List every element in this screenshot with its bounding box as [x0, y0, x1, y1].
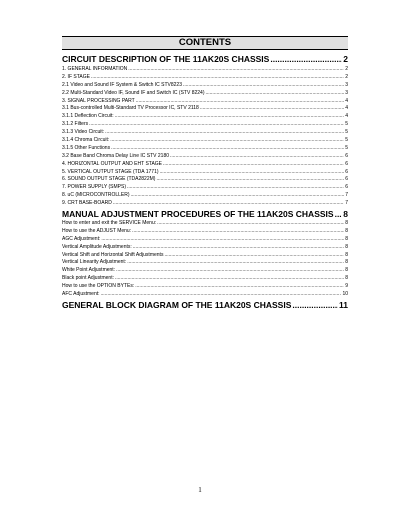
- toc-entry-label: Black point Adjustment:: [62, 275, 114, 282]
- toc-entry[interactable]: [62, 200, 348, 208]
- toc-entry-label: 1. GENERAL INFORMATION: [62, 66, 128, 72]
- toc-page-number: 8: [345, 251, 348, 258]
- toc-page-number: 6: [345, 168, 348, 175]
- toc-page-number: 6: [345, 184, 348, 191]
- toc-entry[interactable]: [62, 161, 348, 169]
- toc-entry[interactable]: [62, 184, 348, 192]
- toc-main-entry[interactable]: [62, 299, 348, 311]
- toc-page-number: 5: [345, 121, 348, 128]
- toc-entry-label: White Point Adjustment:: [62, 267, 116, 274]
- toc-leader-dots: [116, 267, 344, 275]
- toc-leader-dots: [127, 184, 344, 192]
- toc-main-entry[interactable]: [62, 54, 348, 65]
- toc-entry-label: Vertical Linearity Adjustment:: [62, 259, 127, 266]
- toc-entry-label: 3.1 Bus-controlled Multi-Standard TV Processor IC, STV 2118: [62, 105, 199, 112]
- toc-leader-dots: [135, 283, 344, 291]
- toc-page-number: 6: [345, 160, 348, 167]
- toc-leader-dots: [110, 137, 344, 145]
- toc-page-number: 8: [345, 243, 348, 250]
- toc-entry-label: Vertical Amplitude Adjustments:: [62, 243, 132, 250]
- toc-page-number: 5: [345, 137, 348, 144]
- toc-leader-dots: [89, 121, 344, 129]
- toc-page-number: 3: [345, 81, 348, 88]
- toc-page-number: 4: [345, 113, 348, 120]
- toc-leader-dots: [101, 291, 342, 299]
- toc-entry[interactable]: [62, 145, 348, 153]
- toc-entry-label: 2.2 Multi-Standard Video IF, Sound IF and Switch IC (STV 8224): [62, 89, 205, 96]
- toc-entry[interactable]: [62, 267, 348, 275]
- toc-leader-dots: [132, 228, 344, 236]
- toc-main-entry[interactable]: [62, 208, 348, 220]
- toc-entry[interactable]: [62, 98, 348, 106]
- toc-leader-dots: [270, 54, 342, 65]
- toc-entry-label: Vertical Shift and Horizontal Shift Adjustments: [62, 251, 164, 258]
- toc-entry[interactable]: [62, 259, 348, 267]
- toc-leader-dots: [133, 244, 344, 252]
- toc-entry[interactable]: [62, 244, 348, 252]
- toc-entry[interactable]: [62, 129, 348, 137]
- toc-entry-label: 3. SIGNAL PROCESSING PART: [62, 97, 135, 104]
- toc-page-number: 8: [345, 267, 348, 274]
- toc-entry-label: 3.2 Base Band Chroma Delay Line IC STV 2180: [62, 152, 170, 159]
- toc-entry-label: How to enter and exit the SERVICE Menu:: [62, 220, 157, 227]
- toc-entry-label: 6. SOUND OUTPUT STAGE (TDA2822M): [62, 176, 156, 183]
- toc-leader-dots: [115, 275, 344, 283]
- toc-leader-dots: [160, 169, 345, 177]
- toc-page-number: 8: [345, 235, 348, 242]
- toc-page-number: 8: [343, 209, 348, 220]
- toc-page-number: 8: [345, 227, 348, 234]
- toc-page-number: 9: [345, 283, 348, 290]
- toc-entry[interactable]: [62, 74, 348, 82]
- toc-page-number: 2: [345, 73, 348, 80]
- toc-entry[interactable]: [62, 192, 348, 200]
- toc-leader-dots: [101, 236, 344, 244]
- toc-leader-dots: [163, 161, 344, 169]
- contents-title: CONTENTS: [62, 36, 348, 50]
- toc-entry[interactable]: [62, 90, 348, 98]
- toc-entry-label: 3.1.1 Deflection Circuit:: [62, 113, 114, 120]
- toc-entry-label: AFC Adjustment:: [62, 291, 100, 298]
- toc-leader-dots: [131, 192, 345, 200]
- toc-page-number: 8: [345, 275, 348, 282]
- toc-leader-dots: [156, 176, 344, 184]
- toc-entry[interactable]: [62, 236, 348, 244]
- toc-entry[interactable]: [62, 252, 348, 260]
- toc-entry[interactable]: [62, 176, 348, 184]
- toc-page-number: 7: [345, 200, 348, 207]
- toc-entry-label: 4. HORIZONTAL OUTPUT AND EHT STAGE: [62, 160, 163, 167]
- toc-entry-label: CIRCUIT DESCRIPTION OF THE 11AK20S CHASSIS: [62, 54, 270, 64]
- toc-page-number: 10: [342, 291, 348, 298]
- toc-entry-label: 8. uC (MICROCONTROLLER): [62, 192, 130, 199]
- toc-leader-dots: [292, 299, 338, 311]
- toc-leader-dots: [183, 82, 344, 90]
- toc-entry[interactable]: [62, 291, 348, 299]
- toc-entry[interactable]: [62, 228, 348, 236]
- toc-entry[interactable]: [62, 275, 348, 283]
- toc-leader-dots: [170, 153, 344, 161]
- toc-page-number: 4: [345, 105, 348, 112]
- toc-entry-label: 2.1 Video and Sound IF System & Switch IC STV8223: [62, 81, 182, 88]
- toc-leader-dots: [164, 252, 344, 260]
- toc-entry[interactable]: [62, 82, 348, 90]
- toc-entry[interactable]: [62, 153, 348, 161]
- toc-entry[interactable]: [62, 220, 348, 228]
- toc-entry-label: 3.1.3 Video Circuit:: [62, 129, 105, 136]
- toc-page-number: 4: [345, 97, 348, 104]
- toc-leader-dots: [115, 113, 345, 121]
- toc-leader-dots: [111, 145, 344, 153]
- toc-page-number: 5: [345, 129, 348, 136]
- toc-leader-dots: [127, 259, 344, 267]
- toc-entry[interactable]: [62, 113, 348, 121]
- toc-leader-dots: [205, 90, 344, 98]
- toc-entry[interactable]: [62, 169, 348, 177]
- toc-page-number: 8: [345, 259, 348, 266]
- toc-entry[interactable]: [62, 105, 348, 113]
- toc-entry-label: 9. CRT BASE-BOARD: [62, 200, 112, 207]
- toc-leader-dots: [113, 200, 344, 208]
- toc-entry-label: MANUAL ADJUSTMENT PROCEDURES OF THE 11AK20S CHASSIS: [62, 209, 334, 220]
- toc-entry[interactable]: [62, 283, 348, 291]
- toc-entry-label: How to use the ADJUST Menu:: [62, 227, 132, 234]
- toc-leader-dots: [91, 74, 344, 82]
- toc-leader-dots: [128, 66, 344, 74]
- toc-page-number: 8: [345, 220, 348, 227]
- toc-leader-dots: [200, 105, 344, 113]
- toc-page-number: 2: [343, 54, 348, 64]
- toc-entry-label: 2. IF STAGE: [62, 73, 90, 80]
- toc-page-number: 2: [345, 66, 348, 72]
- toc-page-number: 6: [345, 152, 348, 159]
- toc-leader-dots: [335, 208, 343, 220]
- toc-leader-dots: [136, 98, 345, 106]
- toc-page-number: 3: [345, 89, 348, 96]
- toc-entry-label: 5. VERTICAL OUTPUT STAGE (TDA 1771): [62, 168, 159, 175]
- toc-entry-label: AGC Adjustment:: [62, 235, 101, 242]
- toc-leader-dots: [157, 220, 344, 228]
- toc-entry-label: 3.1.2 Filters: [62, 121, 89, 128]
- toc-entry-label: GENERAL BLOCK DIAGRAM OF THE 11AK20S CHASSIS: [62, 299, 292, 310]
- toc-entry-label: 3.1.4 Chroma Circuit:: [62, 137, 110, 144]
- toc-leader-dots: [105, 129, 344, 137]
- toc-entry-label: 3.1.5 Other Functions: [62, 144, 111, 151]
- toc-page-number: 5: [345, 144, 348, 151]
- toc-entry-label: 7. POWER SUPPLY (SMPS): [62, 184, 126, 191]
- toc-page-number: 7: [345, 192, 348, 199]
- toc-entry[interactable]: [62, 137, 348, 145]
- toc-page-number: 6: [345, 176, 348, 183]
- table-of-contents: [62, 54, 348, 311]
- toc-page-number: 11: [339, 299, 348, 310]
- toc-entry[interactable]: [62, 121, 348, 129]
- toc-entry-label: How to use the OPTION BYTEs:: [62, 283, 135, 290]
- page-number: 1: [198, 486, 202, 494]
- toc-entry[interactable]: [62, 66, 348, 74]
